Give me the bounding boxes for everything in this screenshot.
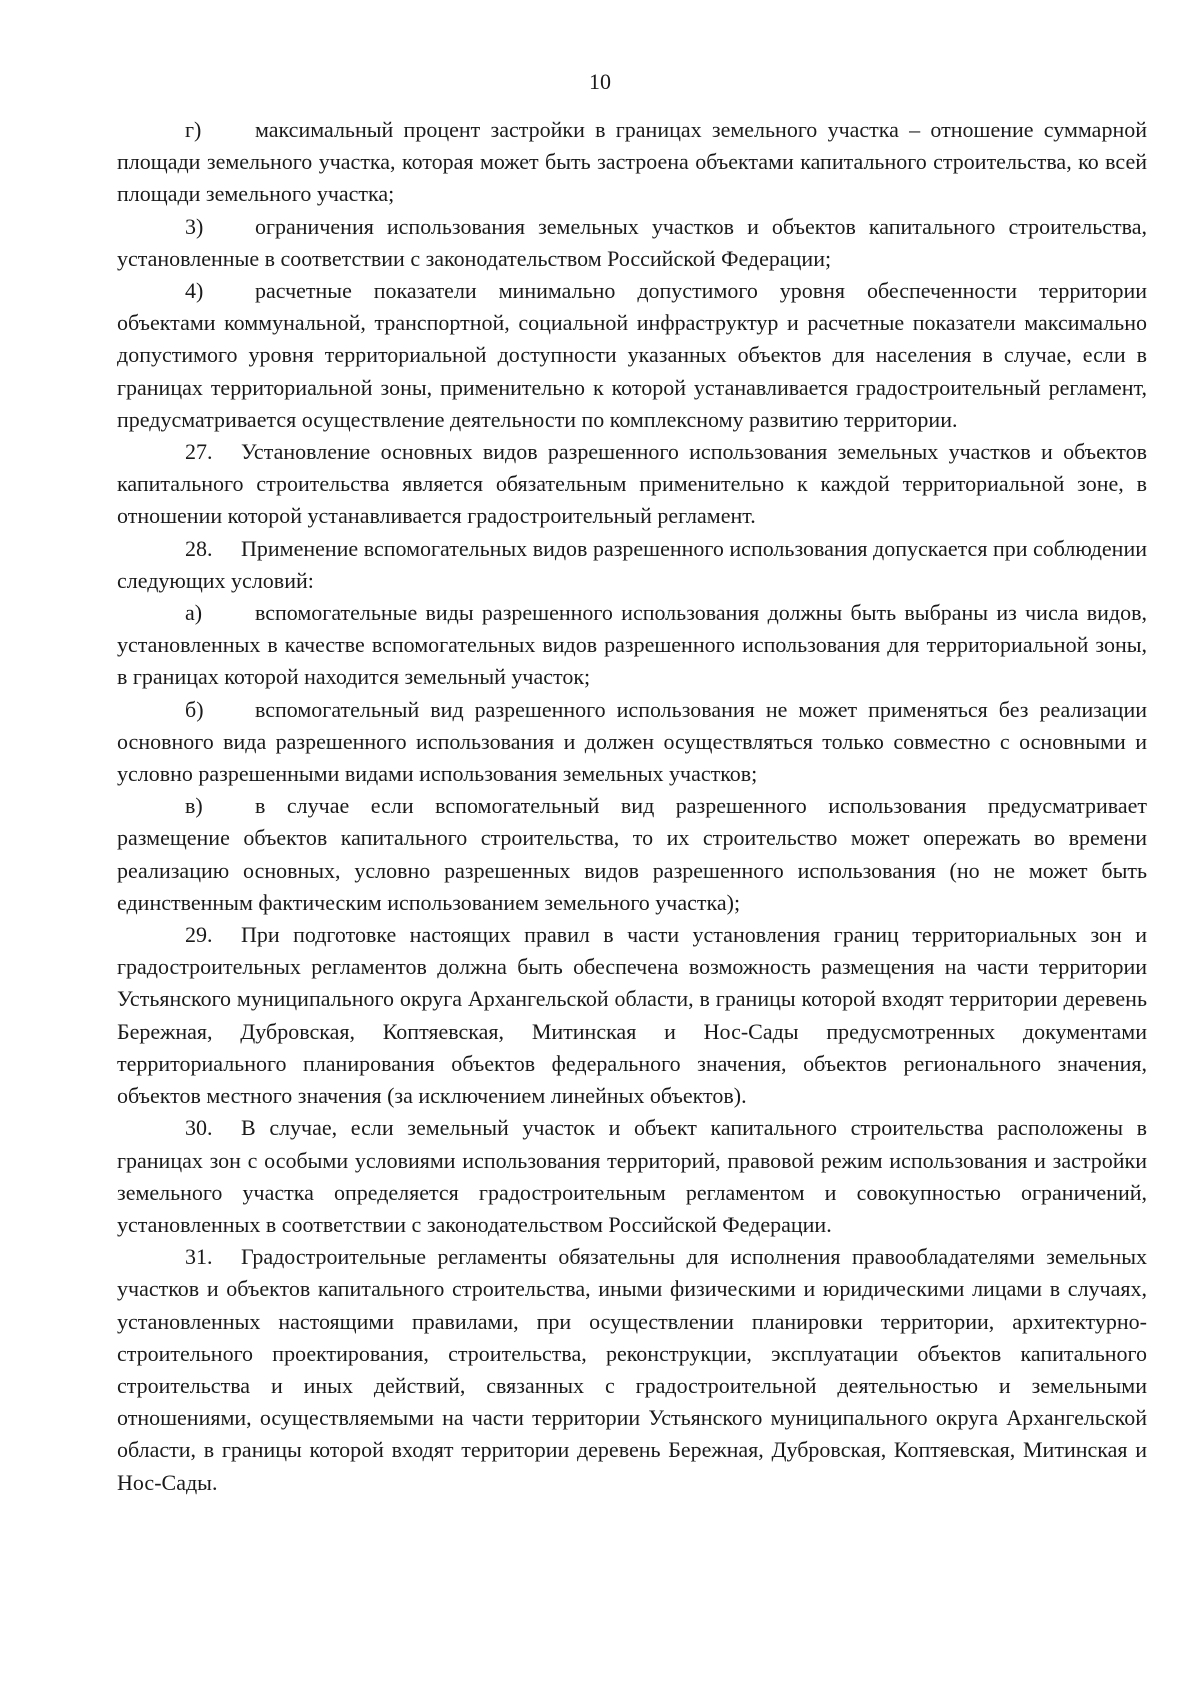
clause-number: 28.	[185, 535, 213, 561]
clause-number: 29.	[185, 922, 213, 948]
paragraph-text: в случае если вспомогательный вид разрешенного использования предусматривает размещение объектов капитального строительства, то их строительство может опережать во времени реализацию основных, условно разрешенных видов разрешенного использования (но не может быть единственным фактическим использованием земельного участка);	[117, 793, 1147, 915]
list-marker: г)	[185, 117, 202, 142]
document-body	[117, 114, 1147, 1499]
paragraph-clause-30	[117, 1112, 1147, 1241]
paragraph-item-3	[117, 211, 1147, 275]
paragraph-text: Установление основных видов разрешенного использования земельных участков и объектов капитального строительства является обязательным применительно к каждой территориальной зоне, в отношении которой устанавливается градостроительный регламент.	[117, 439, 1147, 529]
clause-number: 31.	[185, 1244, 213, 1270]
list-marker: 4)	[185, 278, 204, 304]
paragraph-text: расчетные показатели минимально допустимого уровня обеспеченности территории объектами коммунальной, транспортной, социальной инфраструктур и расчетные показатели максимально допустимого уровня территориальной доступности указанных объектов для населения в случае, если в границах территориальной зоны, применительно к которой устанавливается градостроительный регламент, предусматривается осуществление деятельности по комплексному развитию территории.	[117, 278, 1147, 432]
clause-number: 27.	[185, 439, 213, 465]
list-marker: б)	[185, 696, 204, 722]
page-number: 10	[589, 69, 611, 94]
paragraph-sub-g	[117, 114, 1147, 211]
paragraph-clause-28	[117, 533, 1147, 597]
paragraph-text: ограничения использования земельных участков и объектов капитального строительства, установленные в соответствии с законодательством Российской Федерации;	[117, 213, 1147, 271]
paragraph-sub-b	[117, 694, 1147, 791]
paragraph-text: Градостроительные регламенты обязательны для исполнения правообладателями земельных участков и объектов капитального строительства, иными физическими и юридическими лицами в случаях, установленных настоящими правилами, при осуществлении планировки территории, архитектурно-строительного проектирования, строительства, реконструкции, эксплуатации объектов капитального строительства и иных действий, связанных с градостроительной деятельностью и земельными отношениями, осуществляемыми на части территории Устьянского муниципального округа Архангельской области, в границы которой входят территории деревень Бережная, Дубровская, Коптяевская, Митинская и Нос-Сады.	[117, 1244, 1147, 1495]
paragraph-sub-v	[117, 790, 1147, 919]
list-marker: 3)	[185, 213, 204, 239]
paragraph-clause-29	[117, 919, 1147, 1112]
list-marker: а)	[185, 600, 203, 626]
paragraph-text: вспомогательные виды разрешенного использования должны быть выбраны из числа видов, установленных в качестве вспомогательных видов разрешенного использования для территориальной зоны, в границах которой находится земельный участок;	[117, 600, 1147, 690]
list-marker: в)	[185, 793, 203, 819]
paragraph-clause-31	[117, 1241, 1147, 1499]
paragraph-text: Применение вспомогательных видов разрешенного использования допускается при соблюдении следующих условий:	[117, 535, 1147, 593]
clause-number: 30.	[185, 1115, 213, 1141]
paragraph-text: максимальный процент застройки в границах земельного участка – отношение суммарной площади земельного участка, которая может быть застроена объектами капитального строительства, ко всей площади земельного участка;	[117, 117, 1147, 207]
paragraph-text: В случае, если земельный участок и объект капитального строительства расположены в границах зон с особыми условиями использования территорий, правовой режим использования и застройки земельного участка определяется градостроительным регламентом и совокупностью ограничений, установленных в соответствии с законодательством Российской Федерации.	[117, 1115, 1147, 1237]
paragraph-sub-a	[117, 597, 1147, 694]
paragraph-item-4	[117, 275, 1147, 436]
paragraph-text: При подготовке настоящих правил в части установления границ территориальных зон и градостроительных регламентов должна быть обеспечена возможность размещения на части территории Устьянского муниципального округа Архангельской области, в границы которой входят территории деревень Бережная, Дубровская, Коптяевская, Митинская и Нос-Сады предусмотренных документами территориального планирования объектов федерального значения, объектов регионального значения, объектов местного значения (за исключением линейных объектов).	[117, 922, 1147, 1109]
paragraph-text: вспомогательный вид разрешенного использования не может применяться без реализации основного вида разрешенного использования и должен осуществляться только совместно с основными и условно разрешенными видами использования земельных участков;	[117, 696, 1147, 787]
paragraph-clause-27	[117, 436, 1147, 533]
